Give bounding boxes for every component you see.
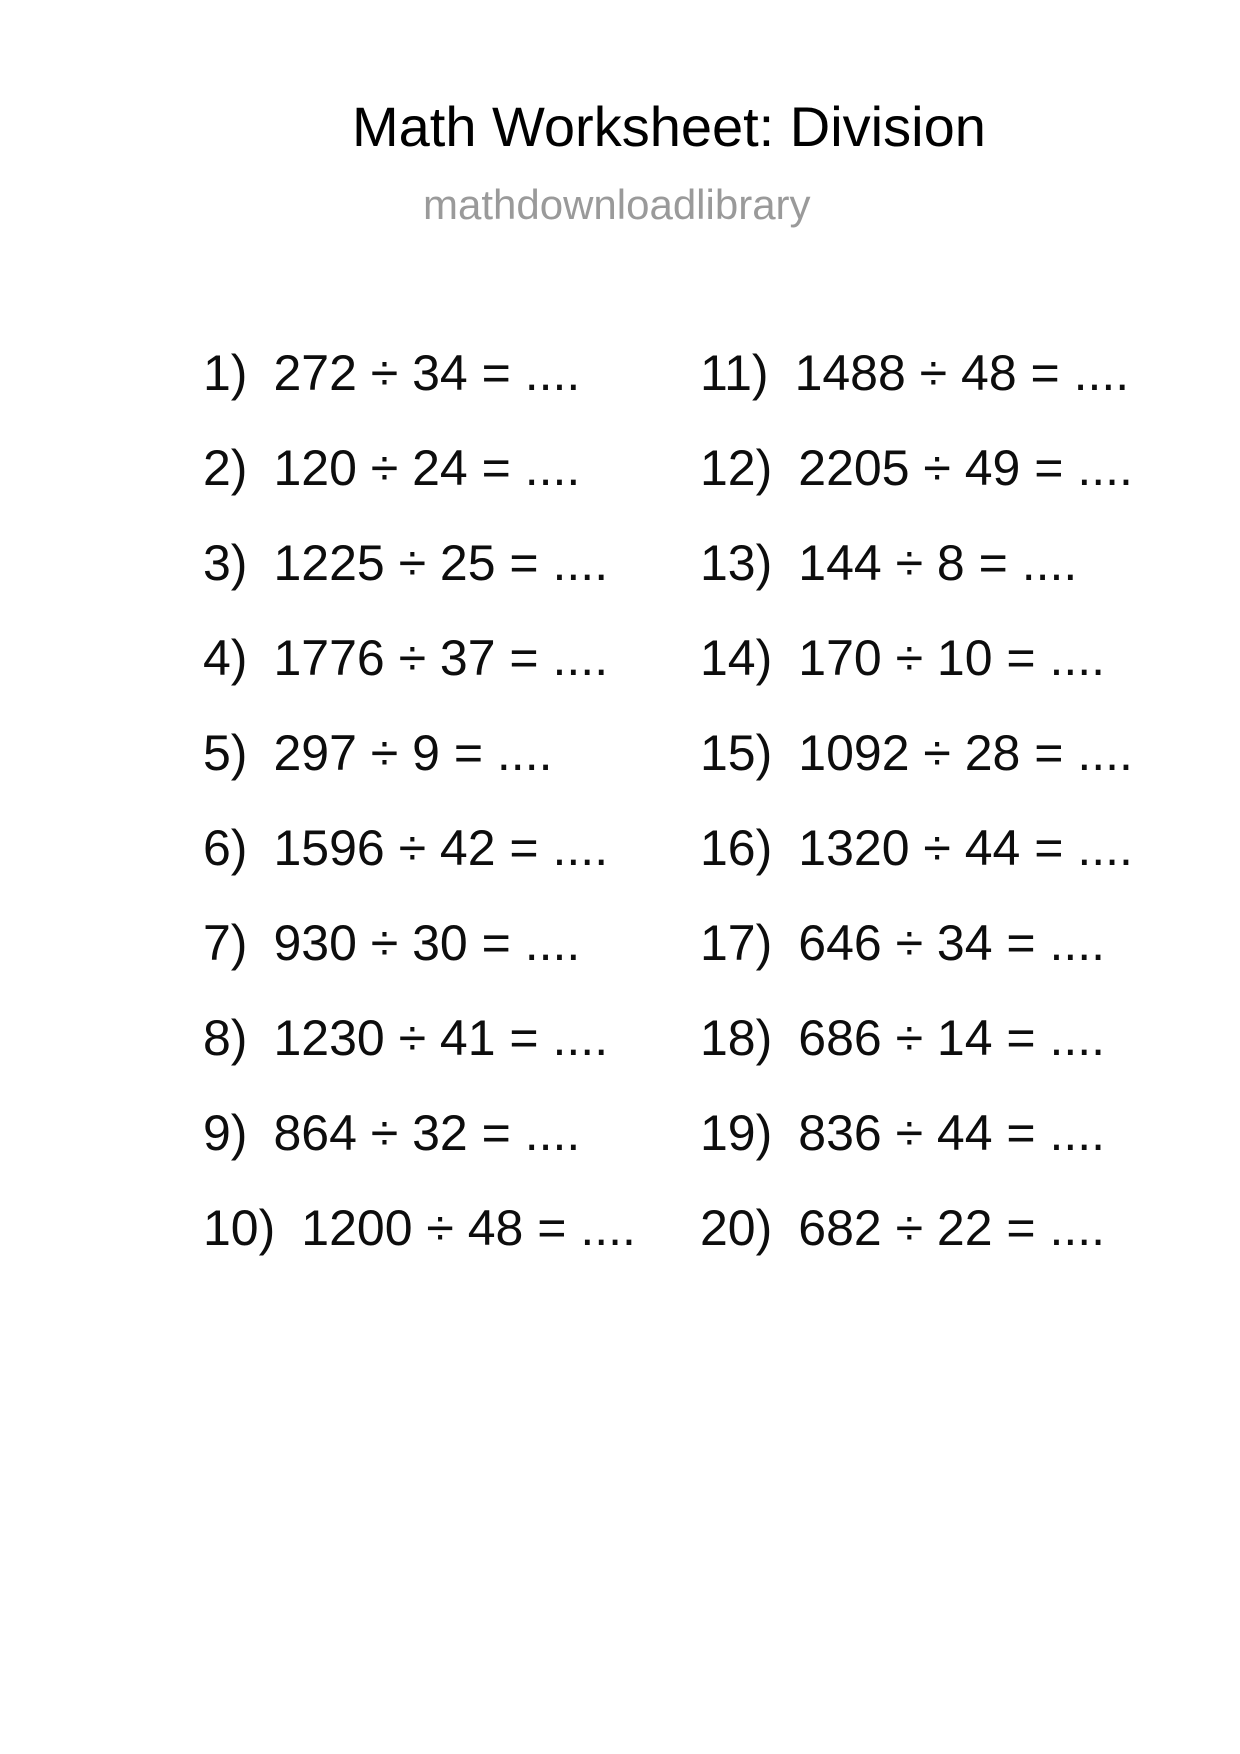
problem-number: 5) xyxy=(203,725,248,781)
problem-row xyxy=(700,345,1133,440)
problem-expression: 1092 ÷ 28 = .... xyxy=(798,725,1133,781)
problem-row xyxy=(203,440,636,535)
problem-row xyxy=(203,915,636,1010)
problem-number: 20) xyxy=(700,1200,773,1256)
problem-number: 9) xyxy=(203,1105,248,1161)
problem-row xyxy=(700,535,1133,630)
problem-expression: 686 ÷ 14 = .... xyxy=(798,1010,1106,1066)
problem-expression: 2205 ÷ 49 = .... xyxy=(798,440,1133,496)
problem-expression: 1488 ÷ 48 = .... xyxy=(794,345,1130,401)
problem-row xyxy=(700,820,1133,915)
problem-expression: 930 ÷ 30 = .... xyxy=(273,915,581,971)
problem-row xyxy=(203,1010,636,1105)
problem-row xyxy=(203,820,636,915)
problem-number: 16) xyxy=(700,820,773,876)
problem-expression: 1776 ÷ 37 = .... xyxy=(273,630,609,686)
problem-number: 1) xyxy=(203,345,248,401)
problem-number: 12) xyxy=(700,440,773,496)
problem-number: 17) xyxy=(700,915,773,971)
problems-column-right xyxy=(700,345,1133,1295)
problem-row xyxy=(700,915,1133,1010)
problem-row xyxy=(700,1010,1133,1105)
problem-number: 14) xyxy=(700,630,773,686)
problem-expression: 297 ÷ 9 = .... xyxy=(273,725,553,781)
problem-number: 10) xyxy=(203,1200,276,1256)
problem-row xyxy=(700,630,1133,725)
page-title: Math Worksheet: Division xyxy=(352,95,986,158)
problem-row xyxy=(700,440,1133,535)
problem-expression: 646 ÷ 34 = .... xyxy=(798,915,1106,971)
problem-number: 6) xyxy=(203,820,248,876)
problem-expression: 1200 ÷ 48 = .... xyxy=(301,1200,636,1256)
problem-number: 11) xyxy=(700,345,769,401)
problem-expression: 1230 ÷ 41 = .... xyxy=(273,1010,609,1066)
problem-number: 7) xyxy=(203,915,248,971)
problem-expression: 1596 ÷ 42 = .... xyxy=(273,820,609,876)
problem-number: 2) xyxy=(203,440,248,496)
problem-row xyxy=(700,725,1133,820)
problem-expression: 1320 ÷ 44 = .... xyxy=(798,820,1133,876)
problem-row xyxy=(700,1200,1133,1295)
problem-expression: 120 ÷ 24 = .... xyxy=(273,440,581,496)
page-subtitle: mathdownloadlibrary xyxy=(423,181,811,228)
problem-expression: 864 ÷ 32 = .... xyxy=(273,1105,581,1161)
problem-number: 18) xyxy=(700,1010,773,1066)
problem-row xyxy=(203,345,636,440)
problem-number: 8) xyxy=(203,1010,248,1066)
problem-row xyxy=(203,535,636,630)
problem-expression: 272 ÷ 34 = .... xyxy=(273,345,581,401)
problem-number: 13) xyxy=(700,535,773,591)
problem-expression: 170 ÷ 10 = .... xyxy=(798,630,1106,686)
problem-row xyxy=(203,1200,636,1295)
problem-row xyxy=(203,630,636,725)
problem-number: 3) xyxy=(203,535,248,591)
problem-row xyxy=(203,725,636,820)
problem-number: 19) xyxy=(700,1105,773,1161)
problem-row xyxy=(203,1105,636,1200)
problem-expression: 836 ÷ 44 = .... xyxy=(798,1105,1106,1161)
problem-expression: 1225 ÷ 25 = .... xyxy=(273,535,609,591)
problems-column-left xyxy=(203,345,636,1295)
problem-number: 15) xyxy=(700,725,773,781)
problem-expression: 682 ÷ 22 = .... xyxy=(798,1200,1106,1256)
problem-row xyxy=(700,1105,1133,1200)
problem-number: 4) xyxy=(203,630,248,686)
problem-expression: 144 ÷ 8 = .... xyxy=(798,535,1078,591)
